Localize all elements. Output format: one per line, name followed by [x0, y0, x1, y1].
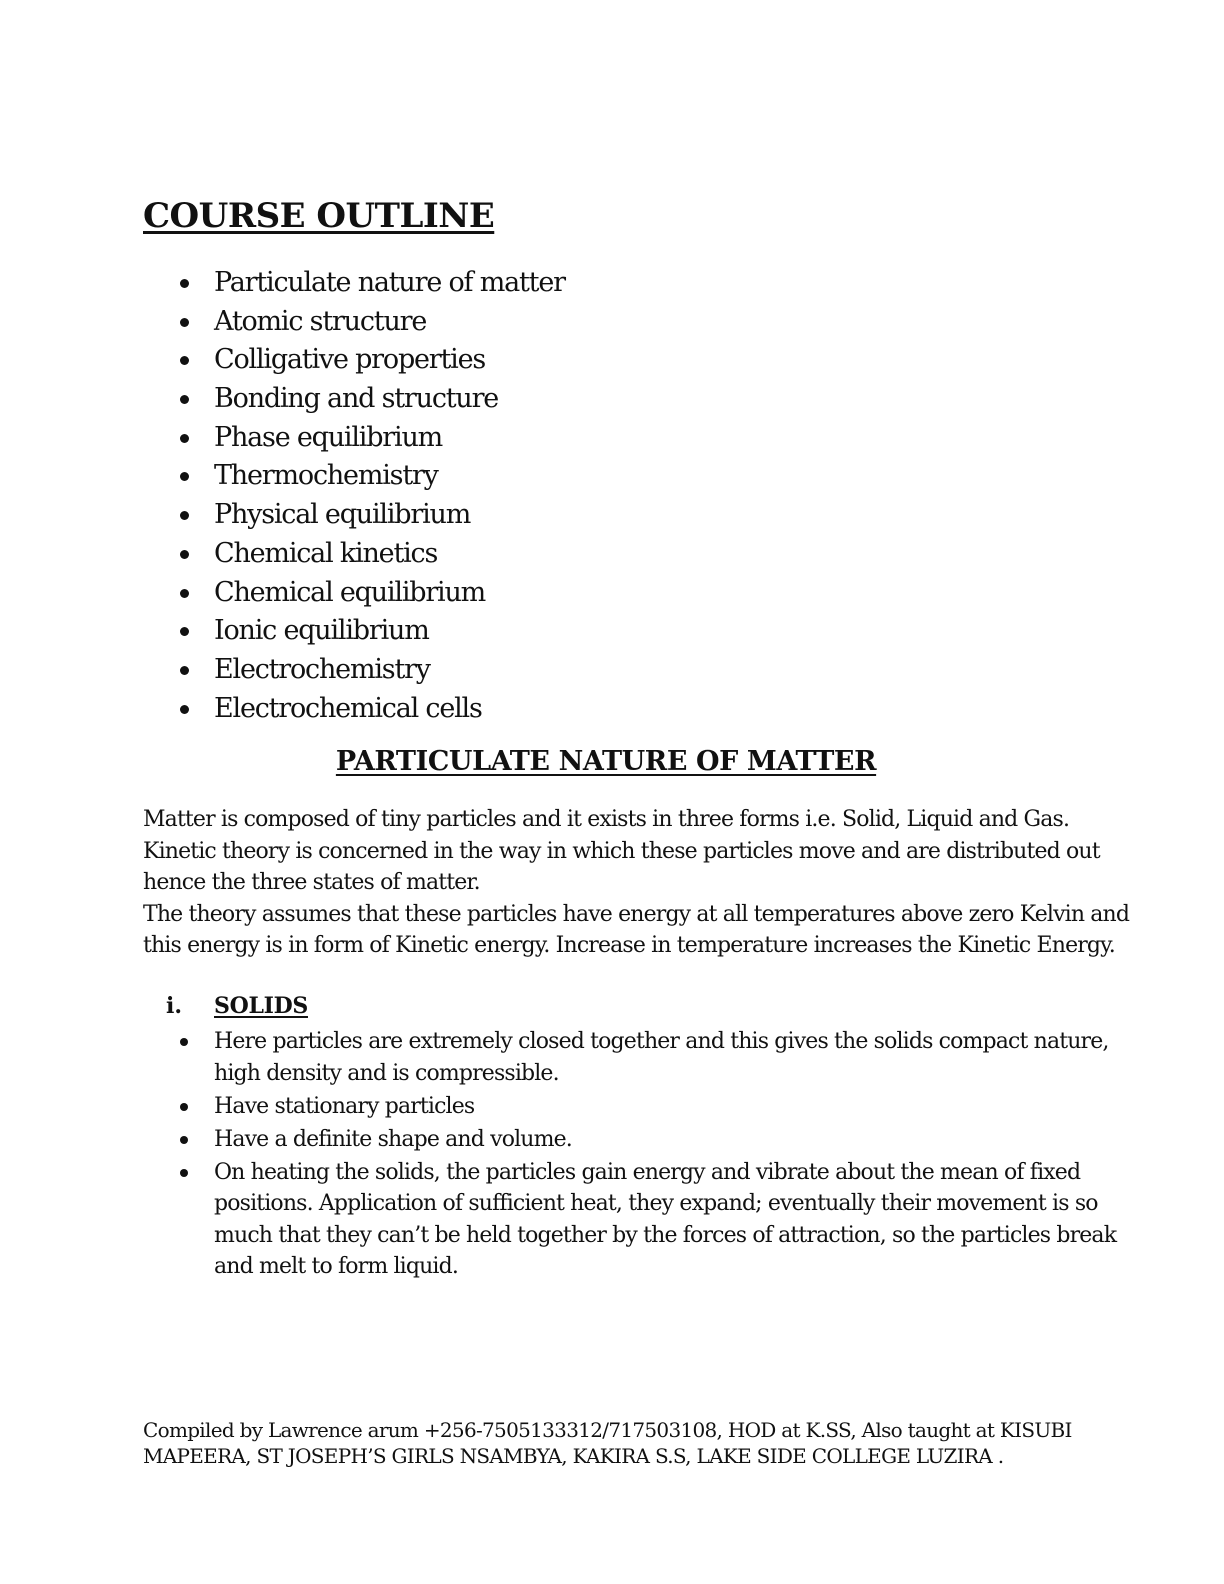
solids-point — [143, 1091, 1083, 1123]
page-footer — [143, 1417, 1083, 1469]
section-title: PARTICULATE NATURE OF MATTER — [335, 746, 877, 777]
outline-item — [143, 651, 1043, 690]
solids-point-line: Here particles are extremely closed together and this gives the solids compact nature, — [214, 1029, 1109, 1054]
outline-item-label: Ionic equilibrium — [214, 615, 429, 647]
outline-item — [143, 457, 1043, 496]
solids-point-line: positions. Application of sufficient heat, they expand; eventually their movement is so — [214, 1191, 1098, 1216]
bullet-icon — [180, 434, 189, 443]
outline-item — [143, 419, 1043, 458]
solids-point-line: high density and is compressible. — [214, 1060, 559, 1086]
bullet-icon — [180, 395, 189, 404]
solids-heading — [160, 993, 308, 1019]
outline-item-label: Thermochemistry — [214, 460, 438, 492]
bullet-icon — [180, 1038, 188, 1046]
bullet-icon — [180, 1103, 188, 1111]
footer-line: Compiled by Lawrence arum +256-7505133312/717503108, HOD at K.SS, Also taught at KISUBI — [143, 1418, 1072, 1442]
bullet-icon — [180, 1136, 188, 1144]
outline-item-label: Atomic structure — [214, 305, 427, 337]
outline-item-label: Chemical kinetics — [214, 537, 438, 569]
bullet-icon — [180, 279, 189, 288]
solids-point-line: On heating the solids, the particles gain energy and vibrate about the mean of fixed — [214, 1159, 1081, 1185]
intro-line: The theory assumes that these particles have energy at all temperatures above zero Kelvin and — [143, 901, 1130, 927]
outline-item-label: Physical equilibrium — [214, 499, 471, 531]
bullet-icon — [180, 705, 189, 714]
bullet-icon — [180, 589, 189, 598]
outline-item-label: Particulate nature of matter — [214, 267, 565, 298]
outline-item-label: Phase equilibrium — [214, 421, 443, 453]
solids-point — [143, 1124, 1083, 1156]
outline-item — [143, 303, 1043, 342]
solids-list — [143, 1026, 1117, 1284]
bullet-icon — [180, 1169, 188, 1177]
solids-point — [143, 1026, 1109, 1089]
course-outline-title: COURSE OUTLINE — [143, 196, 495, 236]
outline-item — [143, 535, 1043, 574]
outline-item — [143, 380, 1043, 419]
intro-paragraph — [143, 804, 1130, 962]
bullet-icon — [180, 666, 189, 675]
intro-line: hence the three states of matter. — [143, 870, 480, 895]
solids-point-line: much that they can’t be held together by the forces of attraction, so the particles break — [214, 1222, 1117, 1248]
bullet-icon — [180, 472, 189, 481]
intro-line: this energy is in form of Kinetic energy. Increase in temperature increases the Kinetic Energy. — [143, 933, 1115, 958]
bullet-icon — [180, 550, 189, 559]
bullet-icon — [180, 318, 189, 327]
bullet-icon — [180, 627, 189, 636]
outline-item-label: Electrochemistry — [214, 653, 430, 685]
intro-line: Matter is composed of tiny particles and it exists in three forms i.e. Solid, Liquid and Gas. — [143, 807, 1070, 832]
outline-item — [143, 612, 1043, 651]
roman-numeral: i. — [166, 993, 183, 1019]
outline-item — [143, 690, 1043, 729]
solids-point-line: and melt to form liquid. — [214, 1254, 458, 1279]
outline-item-label: Chemical equilibrium — [214, 576, 486, 608]
bullet-icon — [180, 511, 189, 520]
outline-item-label: Electrochemical cells — [214, 692, 482, 724]
outline-item — [143, 574, 1043, 613]
solids-point — [143, 1157, 1117, 1283]
outline-item-label: Colligative properties — [214, 344, 486, 376]
bullet-icon — [180, 356, 189, 365]
outline-item — [143, 341, 1043, 380]
solids-point-line: Have a definite shape and volume. — [214, 1126, 572, 1152]
intro-line: Kinetic theory is concerned in the way in which these particles move and are distributed out — [143, 838, 1100, 864]
solids-heading-label: SOLIDS — [214, 993, 308, 1019]
course-outline-list — [143, 264, 1043, 728]
outline-item-label: Bonding and structure — [214, 383, 499, 415]
footer-line: MAPEERA, ST JOSEPH’S GIRLS NSAMBYA, KAKIRA S.S, LAKE SIDE COLLEGE LUZIRA . — [143, 1444, 1004, 1468]
outline-item — [143, 496, 1043, 535]
solids-point-line: Have stationary particles — [214, 1093, 475, 1119]
outline-item — [143, 264, 1043, 303]
